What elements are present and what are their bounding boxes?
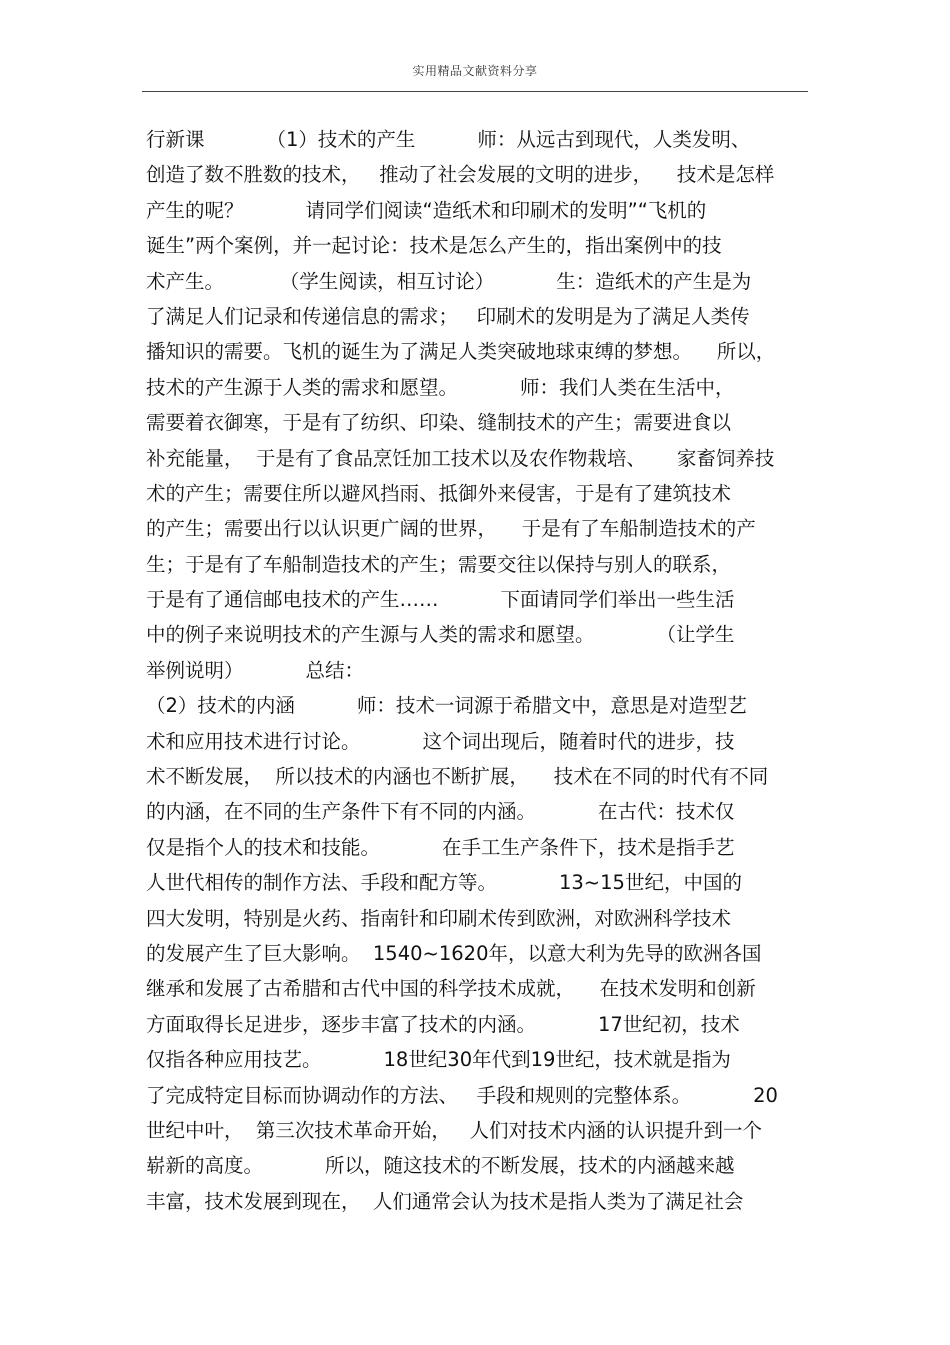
text-line: 行新课 （1）技术的产生 师：从远古到现代，人类发明、 bbox=[146, 128, 751, 151]
text-line: 于是有了通信邮电技术的产生…… 下面请同学们举出一些生活 bbox=[146, 588, 735, 612]
page-header: 实用精品文献资料分享 bbox=[412, 64, 538, 78]
text-line: 诞生”两个案例，并一起讨论：技术是怎么产生的，指出案例中的技 bbox=[146, 234, 722, 258]
text-line: 术的产生；需要住所以避风挡雨、抵御外来侵害，于是有了建筑技术 bbox=[146, 481, 732, 505]
text-line: 的发展产生了巨大影响。 1540~1620年，以意大利为先导的欧洲各国 bbox=[146, 941, 762, 965]
text-line: （2）技术的内涵 师：技术一词源于希腊文中，意思是对造型艺 bbox=[146, 694, 747, 718]
text-line: 的内涵，在不同的生产条件下有不同的内涵。 在古代：技术仅 bbox=[146, 800, 735, 824]
text-line: 丰富，技术发展到现在， 人们通常会认为技术是指人类为了满足社会 bbox=[146, 1189, 744, 1213]
text-line: 举例说明） 总结： bbox=[146, 658, 364, 682]
text-line: 人世代相传的制作方法、手段和配方等。 13~15世纪，中国的 bbox=[146, 871, 742, 895]
text-line: 播知识的需要。飞机的诞生为了满足人类突破地球束缚的梦想。 所以， bbox=[146, 340, 776, 364]
text-line: 术产生。 （学生阅读，相互讨论） 生：造纸术的产生是为 bbox=[146, 269, 752, 293]
text-line: 术和应用技术进行讨论。 这个词出现后，随着时代的进步，技 bbox=[146, 729, 735, 753]
text-line: 生；于是有了车船制造技术的产生；需要交往以保持与别人的联系， bbox=[146, 552, 732, 576]
text-line: 产生的呢？ 请同学们阅读“造纸术和印刷术的发明”“飞机的 bbox=[146, 198, 707, 222]
text-line: 术不断发展， 所以技术的内涵也不断扩展， 技术在不同的时代有不同 bbox=[146, 765, 769, 789]
text-line: 继承和发展了古希腊和古代中国的科学技术成就， 在技术发明和创新 bbox=[146, 977, 756, 1001]
text-line: 世纪中叶， 第三次技术革命开始， 人们对技术内涵的认识提升到一个 bbox=[146, 1118, 762, 1142]
text-line: 创造了数不胜数的技术， 推动了社会发展的文明的进步， 技术是怎样 bbox=[146, 163, 775, 187]
header-divider bbox=[142, 91, 808, 92]
text-line: 崭新的高度。 所以，随这技术的不断发展，技术的内涵越来越 bbox=[146, 1154, 735, 1178]
text-line: 中的例子来说明技术的产生源与人类的需求和愿望。 （让学生 bbox=[146, 623, 735, 647]
text-line: 补充能量， 于是有了食品烹饪加工技术以及农作物栽培、 家畜饲养技 bbox=[146, 446, 775, 470]
text-line: 需要着衣御寒，于是有了纺织、印染、缝制技术的产生；需要进食以 bbox=[146, 411, 732, 435]
text-line: 了满足人们记录和传递信息的需求； 印刷术的发明是为了满足人类传 bbox=[146, 304, 750, 328]
text-line: 方面取得长足进步，逐步丰富了技术的内涵。 17世纪初，技术 bbox=[146, 1012, 740, 1036]
text-line: 技术的产生源于人类的需求和愿望。 师：我们人类在生活中， bbox=[146, 375, 735, 399]
text-line: 仅指各种应用技艺。 18世纪30年代到19世纪，技术就是指为 bbox=[146, 1048, 731, 1072]
text-line: 仅是指个人的技术和技能。 在手工生产条件下，技术是指手艺 bbox=[146, 835, 735, 859]
document-body bbox=[146, 122, 811, 1219]
text-line: 的产生；需要出行以认识更广阔的世界， 于是有了车船制造技术的产 bbox=[146, 517, 756, 541]
text-line: 了完成特定目标而协调动作的方法、 手段和规则的完整体系。 20 bbox=[146, 1083, 778, 1107]
text-line: 四大发明，特别是火药、指南针和印刷术传到欧洲，对欧洲科学技术 bbox=[146, 906, 732, 930]
